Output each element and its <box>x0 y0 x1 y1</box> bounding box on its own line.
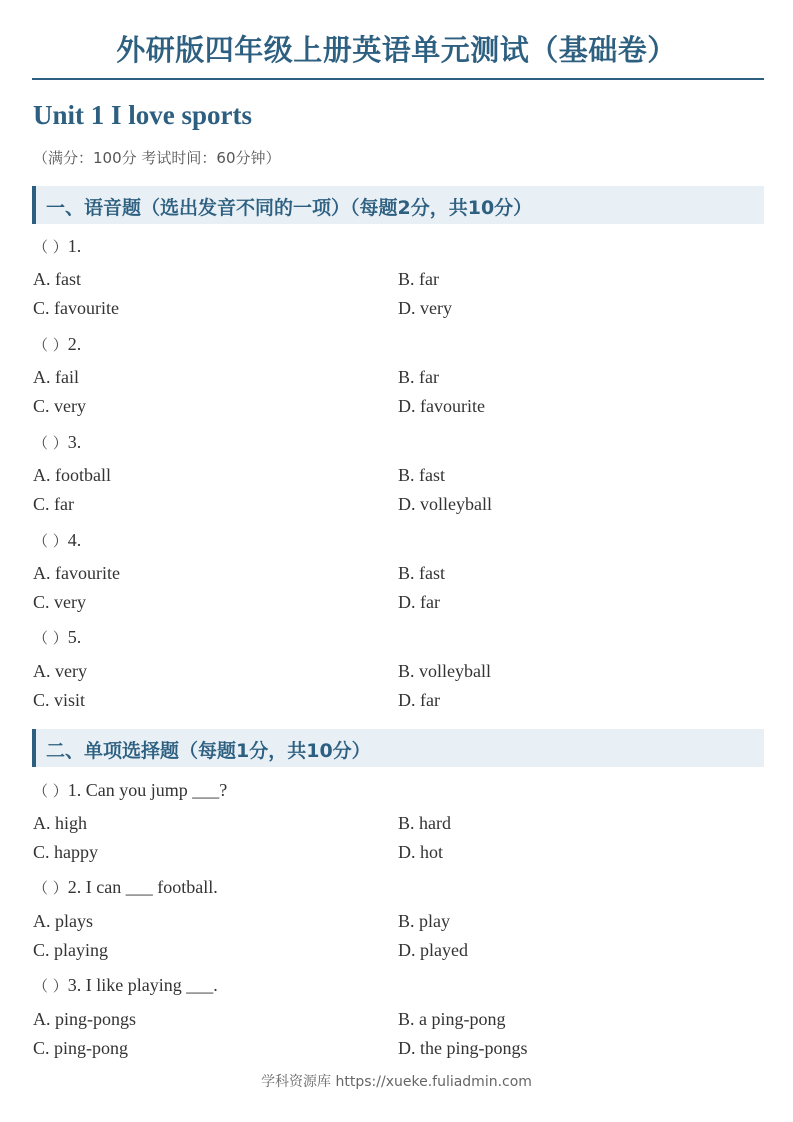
option: D. played <box>398 940 468 960</box>
answer-paren: （ ） <box>33 532 68 550</box>
option: D. favourite <box>398 396 485 416</box>
option: D. volleyball <box>398 494 492 514</box>
option: A. favourite <box>33 563 120 583</box>
option: D. the ping-pongs <box>398 1038 528 1058</box>
footer-source: 学科资源库 https://xueke.fuliadmin.com <box>261 1074 532 1090</box>
option: A. fast <box>33 269 81 289</box>
question-text: 5. <box>67 627 82 647</box>
answer-paren: （ ） <box>33 782 68 800</box>
question-text: 3. <box>67 432 82 452</box>
option: B. hard <box>398 813 451 833</box>
option: B. a ping-pong <box>398 1009 506 1029</box>
option: C. favourite <box>33 298 119 318</box>
option: A. very <box>33 661 87 681</box>
section-label: 一、语音题（选出发音不同的一项）（每题2分，共10分） <box>46 197 533 219</box>
option: C. ping-pong <box>33 1038 129 1058</box>
option: A. high <box>33 813 87 833</box>
option: D. far <box>398 690 440 710</box>
question-line <box>33 236 81 257</box>
question-line <box>33 877 218 898</box>
option: D. far <box>398 592 440 612</box>
question-line <box>33 975 218 996</box>
option: B. fast <box>398 465 445 485</box>
question-text: 2. <box>67 334 82 354</box>
page-title: 外研版四年级上册英语单元测试（基础卷） <box>116 33 677 67</box>
question-line <box>33 530 81 551</box>
answer-paren: （ ） <box>33 434 68 452</box>
answer-paren: （ ） <box>33 238 68 256</box>
option: C. happy <box>33 842 98 862</box>
option: B. far <box>398 269 439 289</box>
unit-title: Unit 1 I love sports <box>33 100 253 130</box>
option: C. playing <box>33 940 108 960</box>
question-line <box>33 627 81 648</box>
option: D. hot <box>398 842 443 862</box>
option: A. football <box>33 465 111 485</box>
option: C. visit <box>33 690 86 710</box>
option: C. very <box>33 592 86 612</box>
option: A. plays <box>33 911 93 931</box>
option: D. very <box>398 298 452 318</box>
question-text: 2. I can ___ football. <box>67 877 218 897</box>
question-text: 3. I like playing ___. <box>67 975 218 995</box>
answer-paren: （ ） <box>33 336 68 354</box>
option: B. far <box>398 367 439 387</box>
question-line <box>33 432 81 453</box>
question-text: 1. Can you jump ___? <box>67 780 228 800</box>
option: A. ping-pongs <box>33 1009 136 1029</box>
exam-meta: （满分：100分 考试时间：60分钟） <box>33 149 281 167</box>
answer-paren: （ ） <box>33 977 68 995</box>
option: C. far <box>33 494 74 514</box>
option: B. fast <box>398 563 445 583</box>
option: A. fail <box>33 367 79 387</box>
option: B. volleyball <box>398 661 491 681</box>
option: C. very <box>33 396 86 416</box>
title-divider <box>32 78 764 80</box>
section-header-phonics <box>32 186 764 224</box>
question-text: 1. <box>67 236 82 256</box>
question-line <box>33 780 227 801</box>
section-label: 二、单项选择题（每题1分，共10分） <box>46 740 371 762</box>
question-text: 4. <box>67 530 82 550</box>
option: B. play <box>398 911 450 931</box>
section-header-single-choice <box>32 729 764 767</box>
answer-paren: （ ） <box>33 879 68 897</box>
answer-paren: （ ） <box>33 629 68 647</box>
question-line <box>33 334 81 355</box>
